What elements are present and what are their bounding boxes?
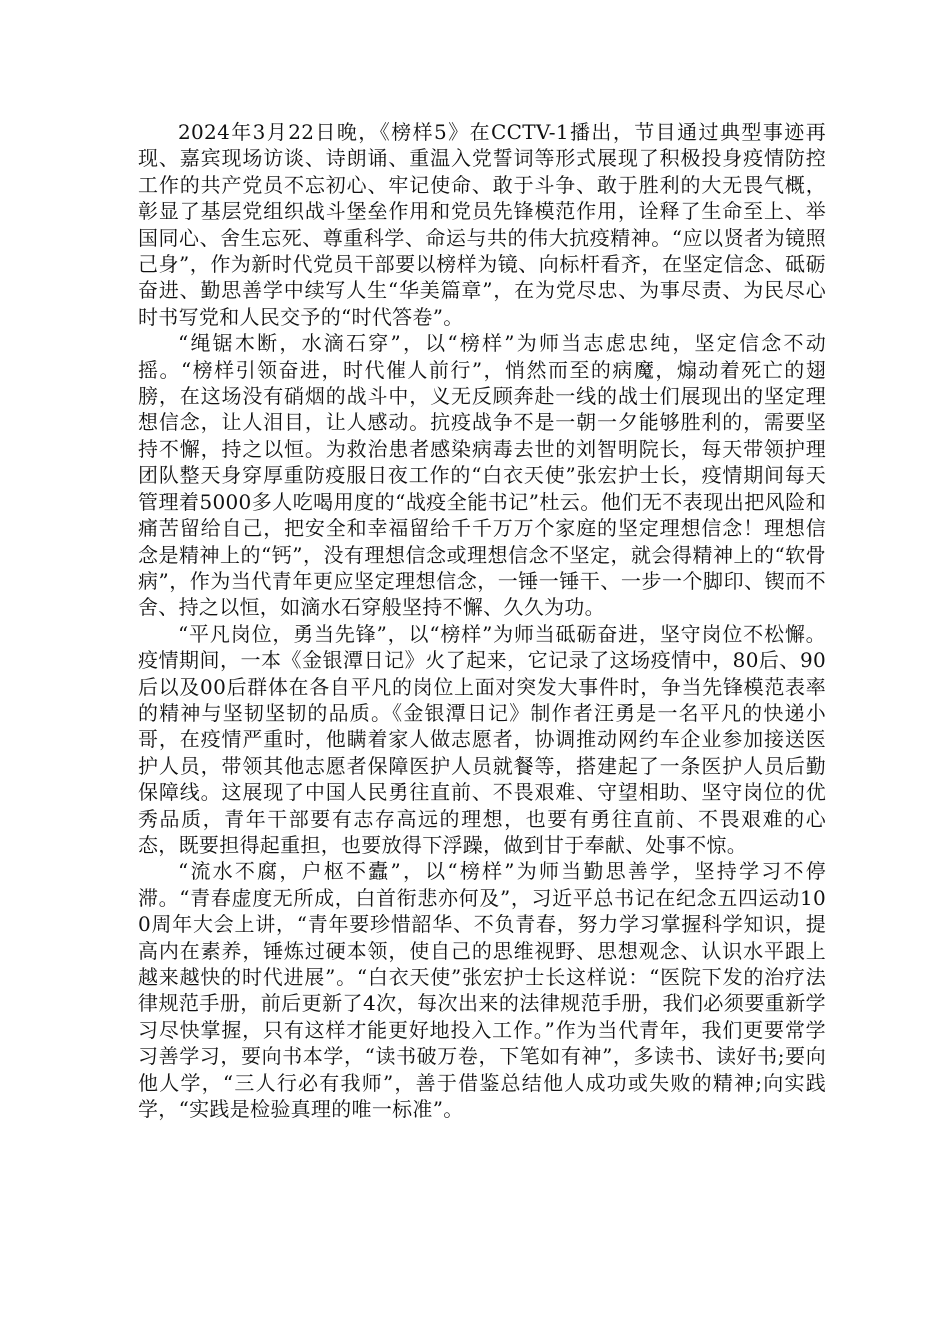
paragraph-ordinary-post: “平凡岗位，勇当先锋”，以“榜样”为师当砥砺奋进，坚守岗位不松懈。疫情期间，一本《金银潭日记》火了起来，它记录了这场疫情中，80后、90后以及00后群体在各自平凡的岗位上面对突发大事件时，争当先锋模范表率的精神与坚韧坚韧的品质。《金银潭日记》制作者汪勇是一名平凡的快递小哥，在疫情严重时，他瞒着家人做志愿者，协调推动网约车企业参加接送医护人员，带领其他志愿者保障医护人员就餐等，搭建起了一条医护人员后勤保障线。这展现了中国人民勇往直前、不畏艰难、守望相助、坚守岗位的优秀品质，青年干部要有志存高远的理想，也要有勇往直前、不畏艰难的心态，既要担得起重担，也要放得下浮躁，做到甘于奉献、处事不惊。: [138, 621, 826, 857]
paragraph-firm-belief: “绳锯木断，水滴石穿”，以“榜样”为师当志虑忠纯，坚定信念不动摇。“榜样引领奋进，时代催人前行”，悄然而至的病魔，煽动着死亡的翅膀，在这场没有硝烟的战斗中，义无反顾奔赴一线的战士们展现出的坚定理想信念，让人泪目，让人感动。抗疫战争不是一朝一夕能够胜利的，需要坚持不懈，持之以恒。为救治患者感染病毒去世的刘智明院长，每天带领护理团队整天身穿厚重防疫服日夜工作的“白衣天使”张宏护士长，疫情期间每天管理着5000多人吃喝用度的“战疫全能书记”杜云。他们无不表现出把风险和痛苦留给自己，把安全和幸福留给千千万万个家庭的坚定理想信念！理想信念是精神上的“钙”，没有理想信念或理想信念不坚定，就会得精神上的“软骨病”，作为当代青年更应坚定理想信念，一锤一锤干、一步一个脚印、锲而不舍、持之以恒，如滴水石穿般坚持不懈、久久为功。: [138, 331, 826, 620]
paragraph-intro: 2024年3月22日晚，《榜样5》在CCTV-1播出，节目通过典型事迹再现、嘉宾现场访谈、诗朗诵、重温入党誓词等形式展现了积极投身疫情防控工作的共产党员不忘初心、牢记使命、敢于斗争、敢于胜利的大无畏气概，彰显了基层党组织战斗堡垒作用和党员先锋模范作用，诠释了生命至上、举国同心、舍生忘死、尊重科学、命运与共的伟大抗疫精神。“应以贤者为镜照己身”，作为新时代党员干部要以榜样为镜、向标杆看齐，在坚定信念、砥砺奋进、勤思善学中续写人生“华美篇章”，在为党尽忠、为事尽责、为民尽心时书写党和人民交予的“时代答卷”。: [138, 120, 826, 329]
paragraph-diligent-study: “流水不腐，户枢不蠹”，以“榜样”为师当勤思善学，坚持学习不停滞。“青春虚度无所成，白首衔悲亦何及”，习近平总书记在纪念五四运动100周年大会上讲，“青年要珍惜韶华、不负青春，努力学习掌握科学知识，提高内在素养，锤炼过硬本领，使自己的思维视野、思想观念、认识水平跟上越来越快的时代进展”。“白衣天使”张宏护士长这样说：“医院下发的治疗法律规范手册，前后更新了4次，每次出来的法律规范手册，我们必须要重新学习尽快掌握，只有这样才能更好地投入工作。”作为当代青年，我们更要常学习善学习，要向书本学，“读书破万卷，下笔如有神”，多读书、读好书;要向他人学，“三人行必有我师”，善于借鉴总结他人成功或失败的精神;向实践学，“实践是检验真理的唯一标准”。: [138, 859, 826, 1122]
article-body: [138, 119, 826, 1122]
